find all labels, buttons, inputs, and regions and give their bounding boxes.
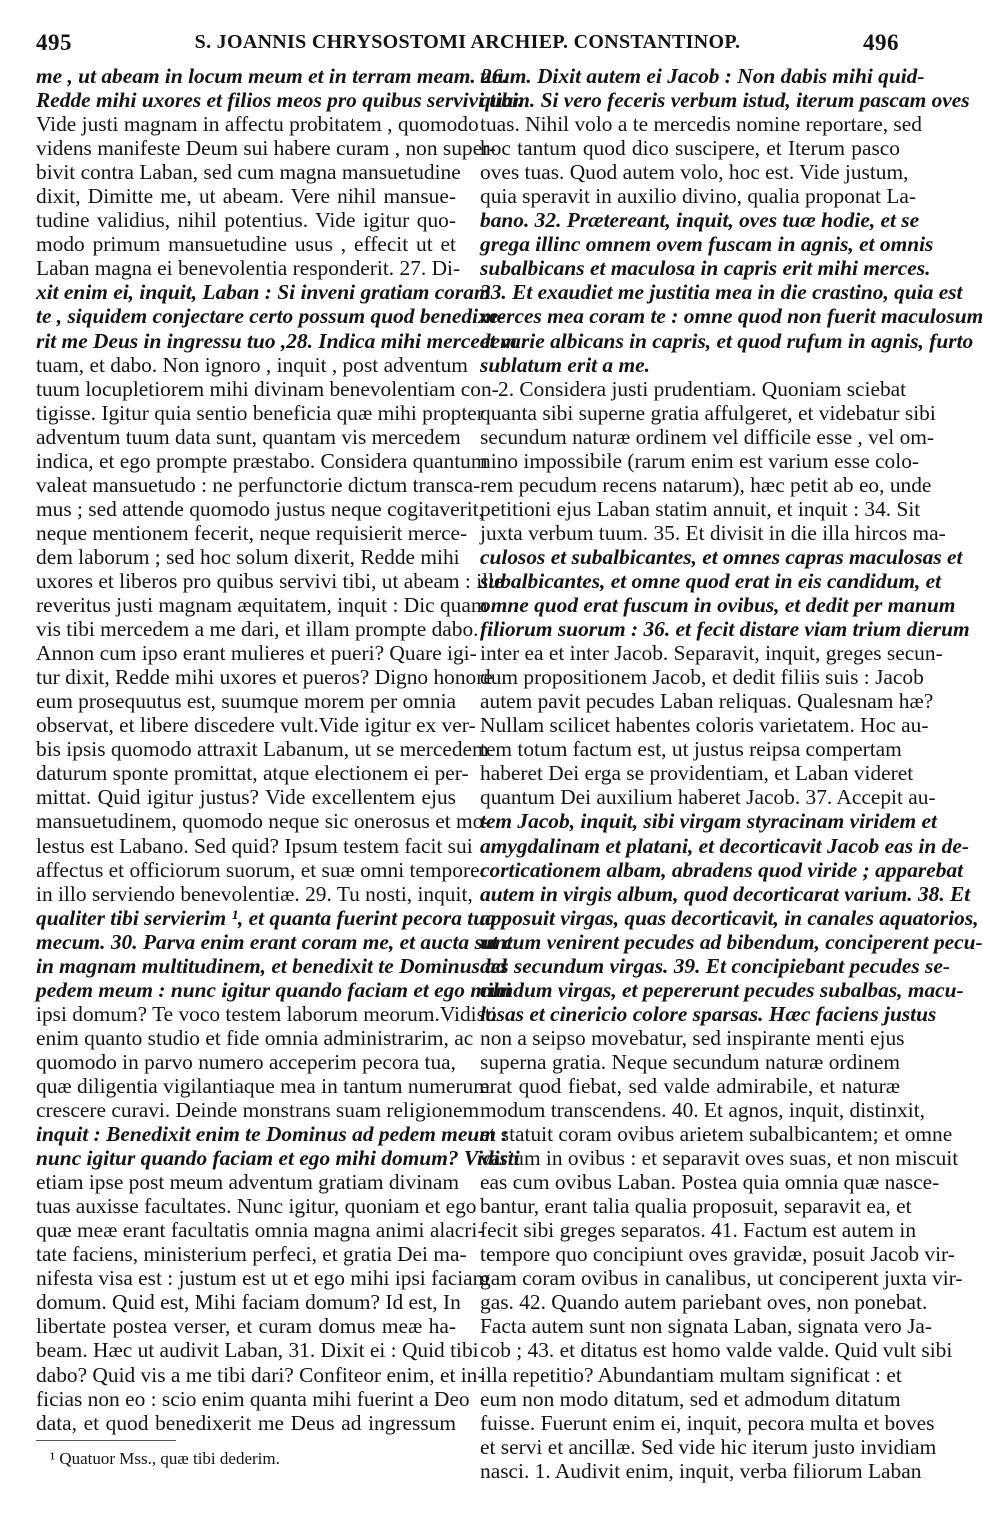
text-line: merces mea coram te : omne quod non fuerit maculosum xyxy=(480,304,983,329)
text-line: inter ea et inter Jacob. Separavit, inquit, greges secun- xyxy=(480,641,943,666)
text-line: tuas auxisse facultates. Nunc igitur, quoniam et ego xyxy=(36,1194,477,1219)
left-text-column xyxy=(36,64,524,1435)
text-line: erat quod fiebat, sed valde admirabile, et naturæ xyxy=(480,1073,900,1098)
page-number-left: 495 xyxy=(36,30,72,55)
text-line: bantur, erant talia qualia proposuit, separavit ea, et xyxy=(480,1194,912,1219)
text-line: Laban magna ei benevolentia responderit. 27. Di- xyxy=(36,256,461,281)
text-line: quomodo in parvo numero acceperim pecora tua, xyxy=(36,1049,456,1074)
text-line: tem totum factum est, ut justus reipsa compertam xyxy=(480,737,902,762)
text-line: etiam ipse post meum adventum gratiam divinam xyxy=(36,1170,459,1195)
text-line: videns manifeste Deum sui habere curam , non super- xyxy=(36,136,496,161)
text-line: enim quanto studio et fide omnia administrarim, ac xyxy=(36,1025,474,1050)
text-line: Annon cum ipso erant mulieres et pueri? Quare igi- xyxy=(36,641,477,666)
text-line: te , siquidem conjectare certo possum quod benedixe- xyxy=(36,304,506,329)
text-line: Vide justi magnam in affectu probitatem , quomodo xyxy=(36,112,479,137)
text-line: amygdalinam et platani, et decorticavit Jacob eas in de- xyxy=(480,833,969,858)
text-line: nasci. 1. Audivit enim, inquit, verba filiorum Laban xyxy=(480,1458,922,1483)
text-line: tuum locupletiorem mihi divinam benevolentiam con- xyxy=(36,376,499,401)
running-header xyxy=(30,30,905,60)
text-line: omne quod erat fuscum in ovibus, et dedit per manum xyxy=(480,593,956,618)
text-line: et varie albicans in capris, et quod rufum in agnis, furto xyxy=(480,328,974,353)
text-line: tem Jacob, inquit, sibi virgam styracinam viridem et xyxy=(480,809,937,834)
text-line: quia speravit in auxilio divino, qualia proponat La- xyxy=(480,184,917,209)
text-line: ut cum venirent pecudes ad bibendum, conciperent pecu- xyxy=(480,929,983,954)
text-line: culosos et subalbicantes, et omnes capras maculosas et xyxy=(480,544,963,569)
text-line: Nullam scilicet habentes coloris varietatem. Hoc au- xyxy=(480,713,929,738)
text-line: juxta verbum tuum. 35. Et divisit in die illa hircos ma- xyxy=(480,520,946,545)
text-line: eum prosequutus est, suumque morem per omnia xyxy=(36,689,457,714)
text-line: mittat. Quid igitur justus? Vide excellentem ejus xyxy=(36,785,456,810)
text-line: adventum tuum data sunt, quantam vis mercedem xyxy=(36,424,461,449)
text-line: subalbicans et maculosa in capris erit mihi merces. xyxy=(480,256,931,281)
text-line: beam. Hæc ut audivit Laban, 31. Dixit ei : Quid tibi xyxy=(36,1338,479,1363)
text-line: observat, et libere discedere vult.Vide igitur ex ver- xyxy=(36,713,476,738)
text-line: petitioni ejus Laban statim annuit, et inquit : 34. Sit xyxy=(480,496,921,521)
text-line: 2. Considera justi prudentiam. Quoniam sciebat xyxy=(498,376,907,401)
text-line: subalbicantes, et omne quod erat in eis candidum, et xyxy=(480,568,942,593)
text-line: secundum naturæ ordinem vel difficile esse , vel om- xyxy=(480,424,935,449)
text-line: tuas. Nihil volo a te mercedis nomine reportare, sed xyxy=(480,112,922,137)
text-line: superna gratia. Neque secundum naturæ ordinem xyxy=(480,1049,900,1074)
text-line: rem pecudum recens natarum), hæc petit ab eo, unde xyxy=(480,472,932,497)
text-line: bis ipsis quomodo attraxit Labanum, ut se mercedem xyxy=(36,737,489,762)
text-line: dem laborum ; sed hoc solum dixerit, Redde mihi xyxy=(36,544,460,569)
text-line: ficias non eo : scio enim quanta mihi fuerint a Deo xyxy=(36,1386,470,1411)
running-title: S. JOANNIS CHRYSOSTOMI ARCHIEP. CONSTANTINOP. xyxy=(194,31,741,53)
text-line: Redde mihi uxores et filios meos pro quibus servivi tibi. xyxy=(36,88,524,113)
text-line: in illo serviendo benevolentiæ. 29. Tu nosti, inquit, xyxy=(36,881,473,906)
text-line: bivit contra Laban, sed cum magna mansuetudine xyxy=(36,160,461,185)
text-line: mus ; sed attende quomodo justus neque cogitaverit, xyxy=(36,496,484,521)
text-line: indica, et ego prompte præstabo. Considera quantum xyxy=(36,448,488,473)
text-line: dabo? Quid vis a me tibi dari? Confiteor enim, et in- xyxy=(36,1362,485,1387)
text-line: data, et quod benedixerit me Deus ad ingressum xyxy=(36,1410,456,1435)
text-line: varium in ovibus : et separavit oves suas, et non miscuit xyxy=(480,1146,959,1171)
text-line: oves tuas. Quod autem volo, hoc est. Vide justum, xyxy=(480,160,909,185)
text-line: lestus est Labano. Sed quid? Ipsum testem facit sui xyxy=(36,833,473,858)
text-line: vis tibi mercedem a me dari, et illam prompte dabo. xyxy=(36,617,479,642)
text-line: tudine validius, nihil potentius. Vide igitur quo- xyxy=(36,208,456,233)
text-line: rit me Deus in ingressu tuo ,28. Indica mihi mercedem xyxy=(36,328,517,353)
text-line: dixit, Dimitte me, ut abeam. Vere nihil mansue- xyxy=(36,184,456,209)
text-line: daturum sponte promittat, atque electionem ei per- xyxy=(36,761,469,786)
footnote-rule xyxy=(36,1440,176,1441)
text-line: pedem meum : nunc igitur quando faciam et ego mihi xyxy=(36,977,511,1002)
text-line: hoc tantum quod dico suscipere, et Iterum pasco xyxy=(480,136,900,161)
text-line: reveritus justi magnam æquitatem, inquit : Dic quam xyxy=(36,593,488,618)
text-line: in magnam multitudinem, et benedixit te Dominus ad xyxy=(36,953,507,978)
text-line: sublatum erit a me. xyxy=(480,352,650,377)
text-line: inquit : Benedixit enim te Dominus ad pedem meum : xyxy=(36,1122,509,1147)
text-line: autem pavit pecudes Laban reliquas. Qualesnam hæ? xyxy=(480,689,934,714)
text-line: non a seipso movebatur, sed inspirante menti ejus xyxy=(480,1025,905,1050)
text-line: ipsi domum? Te voco testem laborum meorum.Vidisti xyxy=(36,1001,497,1026)
text-line: me , ut abeam in locum meum et in terram meam. 26. xyxy=(36,64,508,88)
text-line: apposuit virgas, quas decorticavit, in canales aquatorios, xyxy=(480,905,979,930)
text-line: grega illinc omnem ovem fuscam in agnis, et omnis xyxy=(480,232,934,257)
right-text-column xyxy=(480,64,983,1483)
text-line: tuam, et dabo. Non ignoro , inquit , post adventum xyxy=(36,352,468,377)
text-line: mecum. 30. Parva enim erant coram me, et aucta sunt xyxy=(36,929,513,954)
text-line: corticationem albam, abradens quod viride ; apparebat xyxy=(480,857,964,882)
text-line: modum transcendens. 40. Et agnos, inquit, distinxit, xyxy=(480,1098,926,1123)
text-line: tate faciens, ministerium perfeci, et gratia Dei ma- xyxy=(36,1242,467,1267)
text-line: nunc igitur quando faciam et ego mihi domum? Vidisti xyxy=(36,1146,520,1171)
text-line: xit enim ei, inquit, Laban : Si inveni gratiam coram xyxy=(36,280,491,305)
footnote: ¹ Quatuor Mss., quæ tibi dederim. xyxy=(50,1449,280,1468)
text-line: tuum. Dixit autem ei Jacob : Non dabis mihi quid- xyxy=(480,64,925,88)
text-line: 33. Et exaudiet me justitia mea in die crastino, quia est xyxy=(480,280,963,305)
text-line: quæ diligentia vigilantiaque mea in tantum numerum xyxy=(36,1073,490,1098)
text-line: et statuit coram ovibus arietem subalbicantem; et omne xyxy=(480,1122,953,1147)
text-line: qualiter tibi servierim ¹, et quanta fuerint pecora tua xyxy=(36,905,496,930)
text-line: bano. 32. Prætereant, inquit, oves tuæ hodie, et se xyxy=(480,208,920,233)
text-line: haberet Dei erga se providentiam, et Laban videret xyxy=(480,761,914,786)
text-line: cundum virgas, et pepererunt pecudes subalbas, macu- xyxy=(480,977,964,1002)
text-line: valeat mansuetudo : ne perfunctorie dictum transca- xyxy=(36,472,481,497)
text-line: libertate postea verser, et curam domus meæ ha- xyxy=(36,1314,456,1339)
text-line: quantum Dei auxilium haberet Jacob. 37. Accepit au- xyxy=(480,785,936,810)
text-line: fecit sibi greges separatos. 41. Factum est autem in xyxy=(480,1218,917,1243)
text-line: domum. Quid est, Mihi faciam domum? Id est, In xyxy=(36,1290,461,1315)
text-line: autem in virgis album, quod decorticarat varium. 38. Et xyxy=(480,881,971,906)
text-line: eas cum ovibus Laban. Postea quia omnia quæ nasce- xyxy=(480,1170,940,1195)
text-line: crescere curavi. Deinde monstrans suam religionem xyxy=(36,1098,480,1123)
text-line: mansuetudinem, quomodo neque sic onerosus et mo- xyxy=(36,809,491,834)
text-line: Facta autem sunt non signata Laban, signata vero Ja- xyxy=(480,1314,933,1339)
text-line: gas. 42. Quando autem pariebant oves, non ponebat. xyxy=(480,1290,928,1315)
text-line: illa repetitio? Abundantiam multam significat : et xyxy=(480,1362,902,1387)
text-line: tigisse. Igitur quia sentio beneficia quæ mihi propter xyxy=(36,400,484,425)
text-line: fuisse. Fuerunt enim ei, inquit, pecora multa et boves xyxy=(480,1410,935,1435)
text-line: losas et cinericio colore sparsas. Hæc faciens justus xyxy=(480,1001,937,1026)
text-line: des secundum virgas. 39. Et concipiebant pecudes se- xyxy=(480,953,950,978)
text-line: et servi et ancillæ. Sed vide hic iterum justo invidiam xyxy=(480,1434,937,1459)
text-line: filiorum suorum : 36. et fecit distare viam trium dierum xyxy=(480,617,970,642)
text-line: eum non modo ditatum, sed et admodum ditatum xyxy=(480,1386,901,1411)
text-line: gam coram ovibus in canalibus, ut conciperent juxta vir- xyxy=(480,1266,963,1291)
text-line: neque mentionem fecerit, neque requisierit merce- xyxy=(36,520,468,545)
text-line: nifesta visa est : justum est ut et ego mihi ipsi faciam xyxy=(36,1266,490,1291)
text-line: quanta sibi superne gratia affulgeret, et videbatur sibi xyxy=(480,400,936,425)
text-line: quam. Si vero feceris verbum istud, iterum pascam oves xyxy=(480,88,970,113)
text-line: tur dixit, Redde mihi uxores et pueros? Digno honore xyxy=(36,665,493,690)
text-line: affectus et officiorum suorum, et suæ omni tempore xyxy=(36,857,480,882)
text-line: nino impossibile (rarum enim est varium esse colo- xyxy=(480,448,920,473)
text-line: tempore quo concipiunt oves gravidæ, posuit Jacob vir- xyxy=(480,1242,955,1267)
page-number-right: 496 xyxy=(863,30,899,55)
text-line: modo primum mansuetudine usus , effecit ut et xyxy=(36,232,456,257)
text-line: quæ meæ erant facultatis omnia magna animi alacri- xyxy=(36,1218,485,1243)
text-line: cob ; 43. et ditatus est homo valde valde. Quid vult sibi xyxy=(480,1338,953,1363)
text-line: dum propositionem Jacob, et dedit filiis suis : Jacob xyxy=(480,665,924,690)
text-line: uxores et liberos pro quibus servivi tibi, ut abeam : ille xyxy=(36,568,504,593)
